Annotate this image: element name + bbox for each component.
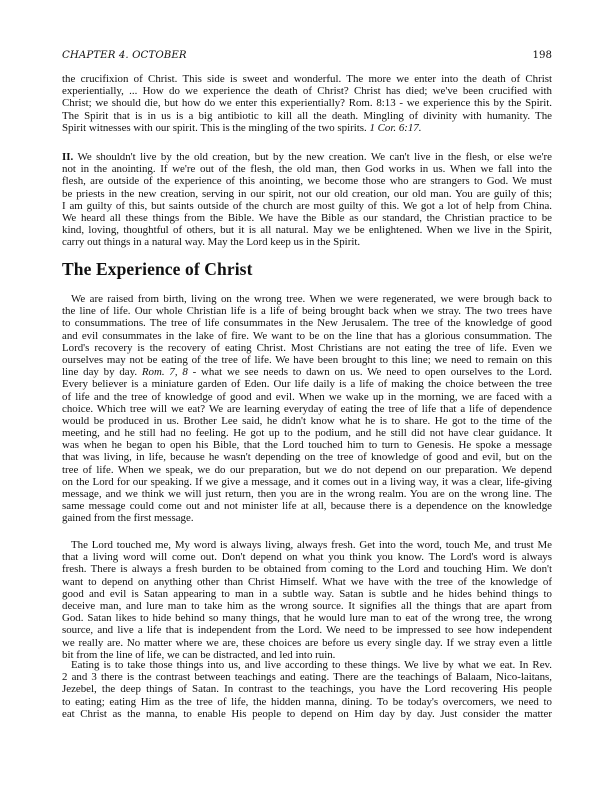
text-line [62, 122, 552, 134]
text-run: the line of life. Our whole Christian life is a life of being brought back when we stray. The two trees have [62, 305, 552, 318]
running-head [62, 50, 552, 64]
text-line [62, 588, 552, 600]
text-run: bit from the line of life, we can be distracted, and led into ruin. [62, 648, 336, 661]
text-line [62, 110, 552, 122]
text-line [62, 539, 552, 551]
text-line [62, 512, 552, 524]
text-run: we really are. No matter where we are, these choices are before us every single day. If we stray even a little [62, 636, 552, 649]
text-line [62, 305, 552, 317]
paragraph-crucifixion [62, 73, 552, 134]
text-run: and evil consummates in the lake of fire. We want to be on the line that has a glorious consummation. The [62, 329, 552, 342]
paragraph-eating [62, 659, 552, 720]
text-line [62, 576, 552, 588]
text-run: I am guilty of this, but saints outside of the church are most guilty of this. We got a lot of help from China. [62, 199, 552, 212]
text-line [62, 551, 552, 563]
paragraph-section-ii [62, 151, 552, 249]
text-run: - what we see needs to dawn on us. We need to open ourselves to the Lord. [187, 366, 552, 379]
text-line [62, 151, 552, 163]
text-line [62, 175, 552, 187]
text-run: Christ; we should die, but how do we enter this experientially? Rom. 8:13 - we experience this by the Spirit. [62, 97, 552, 110]
text-line [62, 224, 552, 236]
text-run: message, and we think we will just return, then you are in the wrong realm. You are on the wrong line. The [62, 488, 552, 500]
text-line [62, 600, 552, 612]
text-run: want to depend on anything other than Christ Himself. What we have with the tree of the knowledge of [62, 575, 552, 588]
text-line [62, 671, 552, 683]
text-run: ourselves may not be eating of the tree of life. We have been brought to this line; we need to remain on this [62, 353, 552, 366]
text-line [62, 439, 552, 451]
text-run: Spirit witnesses with our spirit. This is the mingling of the two spirits. [62, 121, 370, 134]
text-run: the crucifixion of Christ. This side is sweet and wonderful. The more we enter into the death of Christ [62, 73, 552, 85]
text-run: We heard all these things from the Bible. We have the Bible as our standard, the Christian practice to be [62, 211, 552, 224]
text-run: not in the anointing. If we're out of the flesh, the old man, then God works in us. When we fall into the [62, 163, 552, 176]
text-line [62, 403, 552, 415]
text-line [62, 464, 552, 476]
text-line [62, 391, 552, 403]
text-run: carry out things in a natural way. May the Lord keep us in the Spirit. [62, 236, 361, 249]
page-number: 198 [532, 50, 552, 61]
text-line [62, 188, 552, 200]
section-heading: The Experience of Christ [62, 259, 253, 279]
text-run: Eating is to take those things into us, and live according to these things. We live by what we eat. In Rev. [71, 659, 552, 671]
text-run: gained from the first message. [62, 512, 194, 525]
text-run: would be produced in us. Brother Lee said, he didn't know what he is to share. He got to the time of the [62, 414, 552, 427]
text-line [62, 696, 552, 708]
text-run: The Spirit that is in us is a big antibiotic to kill all the death. Mingling of divinity with humanity. The [62, 109, 552, 122]
text-line [62, 488, 552, 500]
text-line [62, 330, 552, 342]
text-line [62, 624, 552, 636]
text-run: We shouldn't live by the old creation, but by the new creation. We can't live in the flesh, or else we're [73, 151, 552, 163]
text-run: experientially, ... How do we experience the death of Christ? Christ has died; we've been crucified with [62, 85, 552, 98]
text-run: good and evil is Satan appearing to man in a subtle way. Satan is subtle and he hides behind things to [62, 587, 552, 600]
text-line [62, 708, 552, 720]
text-run: same message could come out and not minister life at all, because there is a dependence on the knowledge [62, 500, 552, 513]
text-run: Jezebel, the deep things of Satan. In contrast to the teachings, you have the Lord recovering His people [62, 683, 552, 696]
text-run: source, and live a life that is independent from the Lord. We need to be impressed to see how independent [62, 624, 552, 637]
text-run: God. Satan likes to hide behind so many things, that he would lure man to eat of the wrong tree, the wrong [62, 612, 552, 625]
text-run: that was living, in life, because he wasn't depending on the tree of knowledge of good and evil, but on the [62, 451, 552, 464]
text-run: eat Christ as the manna, to enable His people to depend on Him day by day. Just consider the matter [62, 707, 552, 720]
text-line [62, 378, 552, 390]
text-run: choice. Which tree will we eat? We are learning everyday of eating the tree of life that a life of dependence [62, 402, 552, 415]
text-run: to eating; eating Him as the tree of life, the hidden manna, dining. To be today's overcomers, we need to [62, 695, 552, 708]
text-run: flesh, are outside of the experience of this anointing, we become those who are strangers to God. We must [62, 175, 552, 188]
text-line [62, 73, 552, 85]
text-line [62, 236, 552, 248]
text-line [62, 637, 552, 649]
text-run: be priests in the new creation, serving in our spirit, not our old creation, our old man. You are guily of this; [62, 187, 552, 200]
text-line [62, 163, 552, 175]
text-run: The Lord touched me, My word is always living, always fresh. Get into the word, touch Me, and trust Me [71, 539, 552, 551]
text-line [62, 354, 552, 366]
text-line [62, 200, 552, 212]
text-line [62, 415, 552, 427]
text-line [62, 451, 552, 463]
text-run: to consummations. The tree of life consummates in the New Jerusalem. The tree of the knowledge of good [62, 317, 552, 330]
text-line [62, 612, 552, 624]
text-line [62, 317, 552, 329]
text-run: deceive man, and lure man to take him as the wrong source. It signifies all the things that are apart from [62, 599, 552, 612]
chapter-title: CHAPTER 4. OCTOBER [62, 50, 187, 61]
text-run: Every believer is a miniature garden of Eden. Our life daily is a life of making the choice between the tree [62, 378, 552, 391]
text-run: We are raised from birth, living on the wrong tree. When we were regenerated, we were brough back to [71, 293, 552, 305]
paragraph-two-trees [62, 293, 552, 525]
text-run: that a living word will come out. Don't depend on what you think you know. The Lord's word is always [62, 551, 552, 564]
text-line [62, 659, 552, 671]
text-run: fresh. There is always a fresh burden to be obtained from coming to the Lord and touching Him. We don't [62, 563, 552, 576]
text-run: tree of life. When we speak, we do our preparation, but we do not depend on our preparation. We depend [62, 463, 552, 476]
text-line [62, 97, 552, 109]
text-run: of life and the tree of knowledge of good and evil. When we wake up in the morning, we are faced with a [62, 390, 552, 403]
paragraph-living-word [62, 539, 552, 661]
scripture-reference: 1 Cor. 6:17. [369, 121, 422, 134]
text-line [62, 212, 552, 224]
text-line [62, 342, 552, 354]
text-run: on the Lord for our speaking. If we give a message, and it comes out in a living way, it was a clear, life-giving [62, 475, 552, 488]
text-line [62, 85, 552, 97]
text-run: Lord's recovery is the recovery of eating Christ. Most Christians are not eating the tree of life. Even we [62, 341, 552, 354]
text-line [62, 683, 552, 695]
text-run: kind, loving, thoughtful of others, but it is all natural. May we be enlightened. When we live in the Spirit, [62, 224, 552, 237]
text-run: was when he began to open his Bible, that the Lord touched him to turn to Genesis. He spoke a message [62, 439, 552, 452]
text-line [62, 366, 552, 378]
scripture-reference: Rom. 7, 8 [141, 366, 188, 379]
text-line [62, 500, 552, 512]
text-line [62, 293, 552, 305]
text-run: line day by day. [62, 366, 142, 379]
text-run: 2 and 3 there is the contrast between teachings and eating. There are the teachings of Balaam, Nico-laitans, [62, 671, 552, 684]
section-numeral: II. [62, 151, 74, 163]
text-line [62, 563, 552, 575]
text-run: meeting, and he still had no feeling. He got up to the podium, and he still did not have clear guidance. It [62, 427, 552, 440]
text-line [62, 476, 552, 488]
text-line [62, 427, 552, 439]
